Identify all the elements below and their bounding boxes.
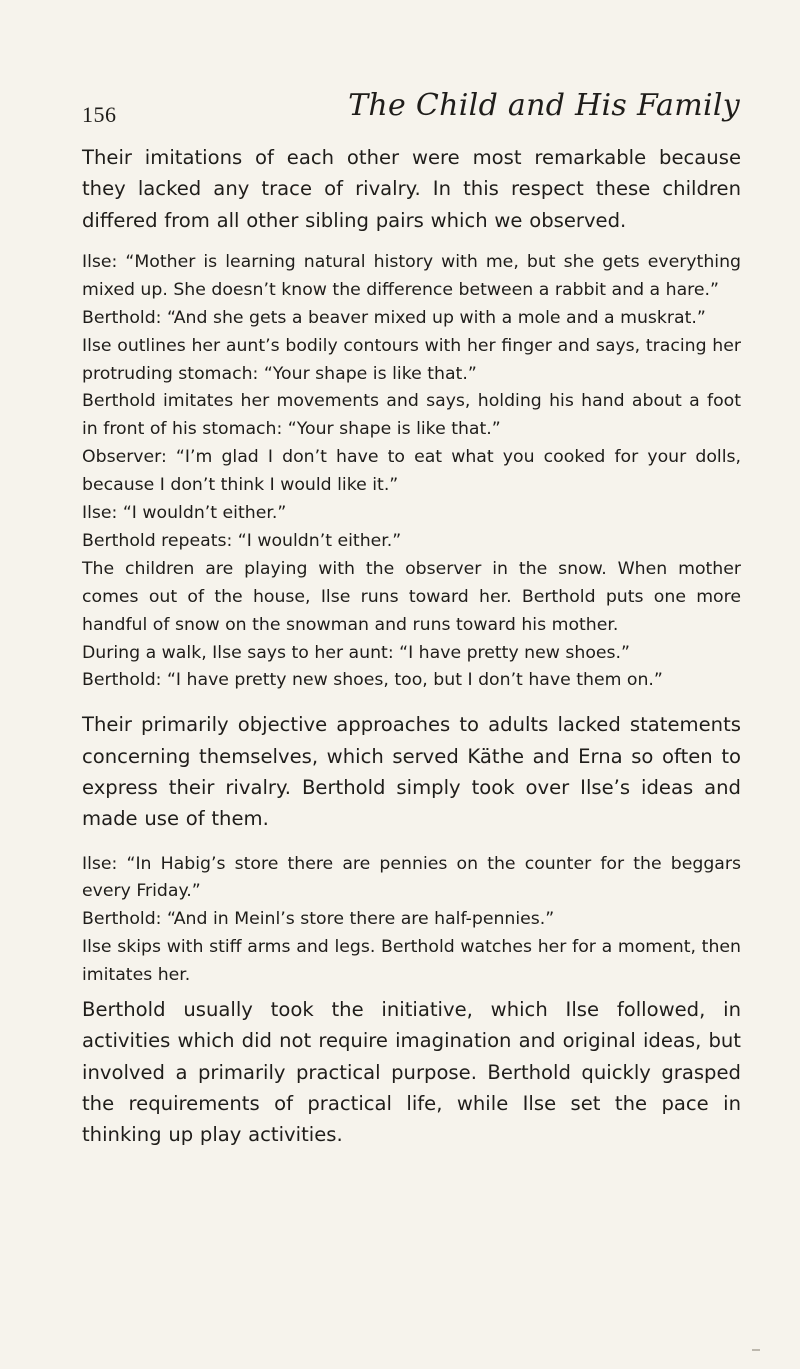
page-number: 156 (82, 102, 117, 127)
excerpt-line: Berthold: “And in Meinl’s store there are half-pennies.” (82, 909, 555, 930)
excerpt-line: Ilse: “I wouldn’t either.” (82, 503, 287, 524)
page-corner-mark (752, 1349, 760, 1351)
excerpt-line: Ilse: “Mother is learning natural history with me, but she gets everything mixed up. She doesn’t know the difference between a rabbit and a hare.” (82, 251, 741, 300)
excerpt-line: Berthold: “I have pretty new shoes, too, but I don’t have them on.” (82, 670, 663, 691)
paragraph-initiative: Berthold usually took the initiative, which Ilse followed, in activities which did not require imagination and original ideas, but involved a primarily practical purpose. Berthold quickly grasped the requirements of practical life, while Ilse set the pace in thinking up play activities. (82, 998, 741, 1147)
excerpt-line: Berthold: “And she gets a beaver mixed up with a mole and a muskrat.” (82, 307, 706, 328)
excerpt-line: Ilse skips with stiff arms and legs. Berthold watches her for a moment, then imitates her. (82, 937, 741, 986)
excerpt-line: Ilse outlines her aunt’s bodily contours with her finger and says, tracing her protruding stomach: “Your shape is like that.” (82, 335, 741, 384)
running-title: The Child and His Family (348, 88, 740, 123)
excerpt-line: Berthold imitates her movements and says, holding his hand about a foot in front of his stomach: “Your shape is like that.” (82, 391, 741, 440)
running-head (82, 88, 740, 138)
excerpt-line: The children are playing with the observer in the snow. When mother comes out of the house, Ilse runs toward her. Berthold puts one more handful of snow on the snowman and runs toward his mother. (82, 558, 741, 635)
paragraph-rivalry: Their primarily objective approaches to adults lacked statements concerning themselves, which served Käthe and Erna so often to express their rivalry. Berthold simply took over Ilse’s ideas and made use of them. (82, 713, 741, 831)
excerpt-line: Berthold repeats: “I wouldn’t either.” (82, 530, 402, 551)
excerpt-block-1 (82, 249, 741, 696)
excerpt-block-2 (82, 851, 741, 991)
excerpt-line: During a walk, Ilse says to her aunt: “I have pretty new shoes.” (82, 642, 630, 663)
excerpt-line: Ilse: “In Habig’s store there are pennies on the counter for the beggars every Friday.” (82, 853, 741, 902)
excerpt-line: Observer: “I’m glad I don’t have to eat what you cooked for your dolls, because I don’t think I would like it.” (82, 447, 741, 496)
paragraph-intro: Their imitations of each other were most remarkable because they lacked any trace of rivalry. In this respect these children differed from all other sibling pairs which we observed. (82, 146, 741, 232)
body-text (82, 142, 741, 1151)
